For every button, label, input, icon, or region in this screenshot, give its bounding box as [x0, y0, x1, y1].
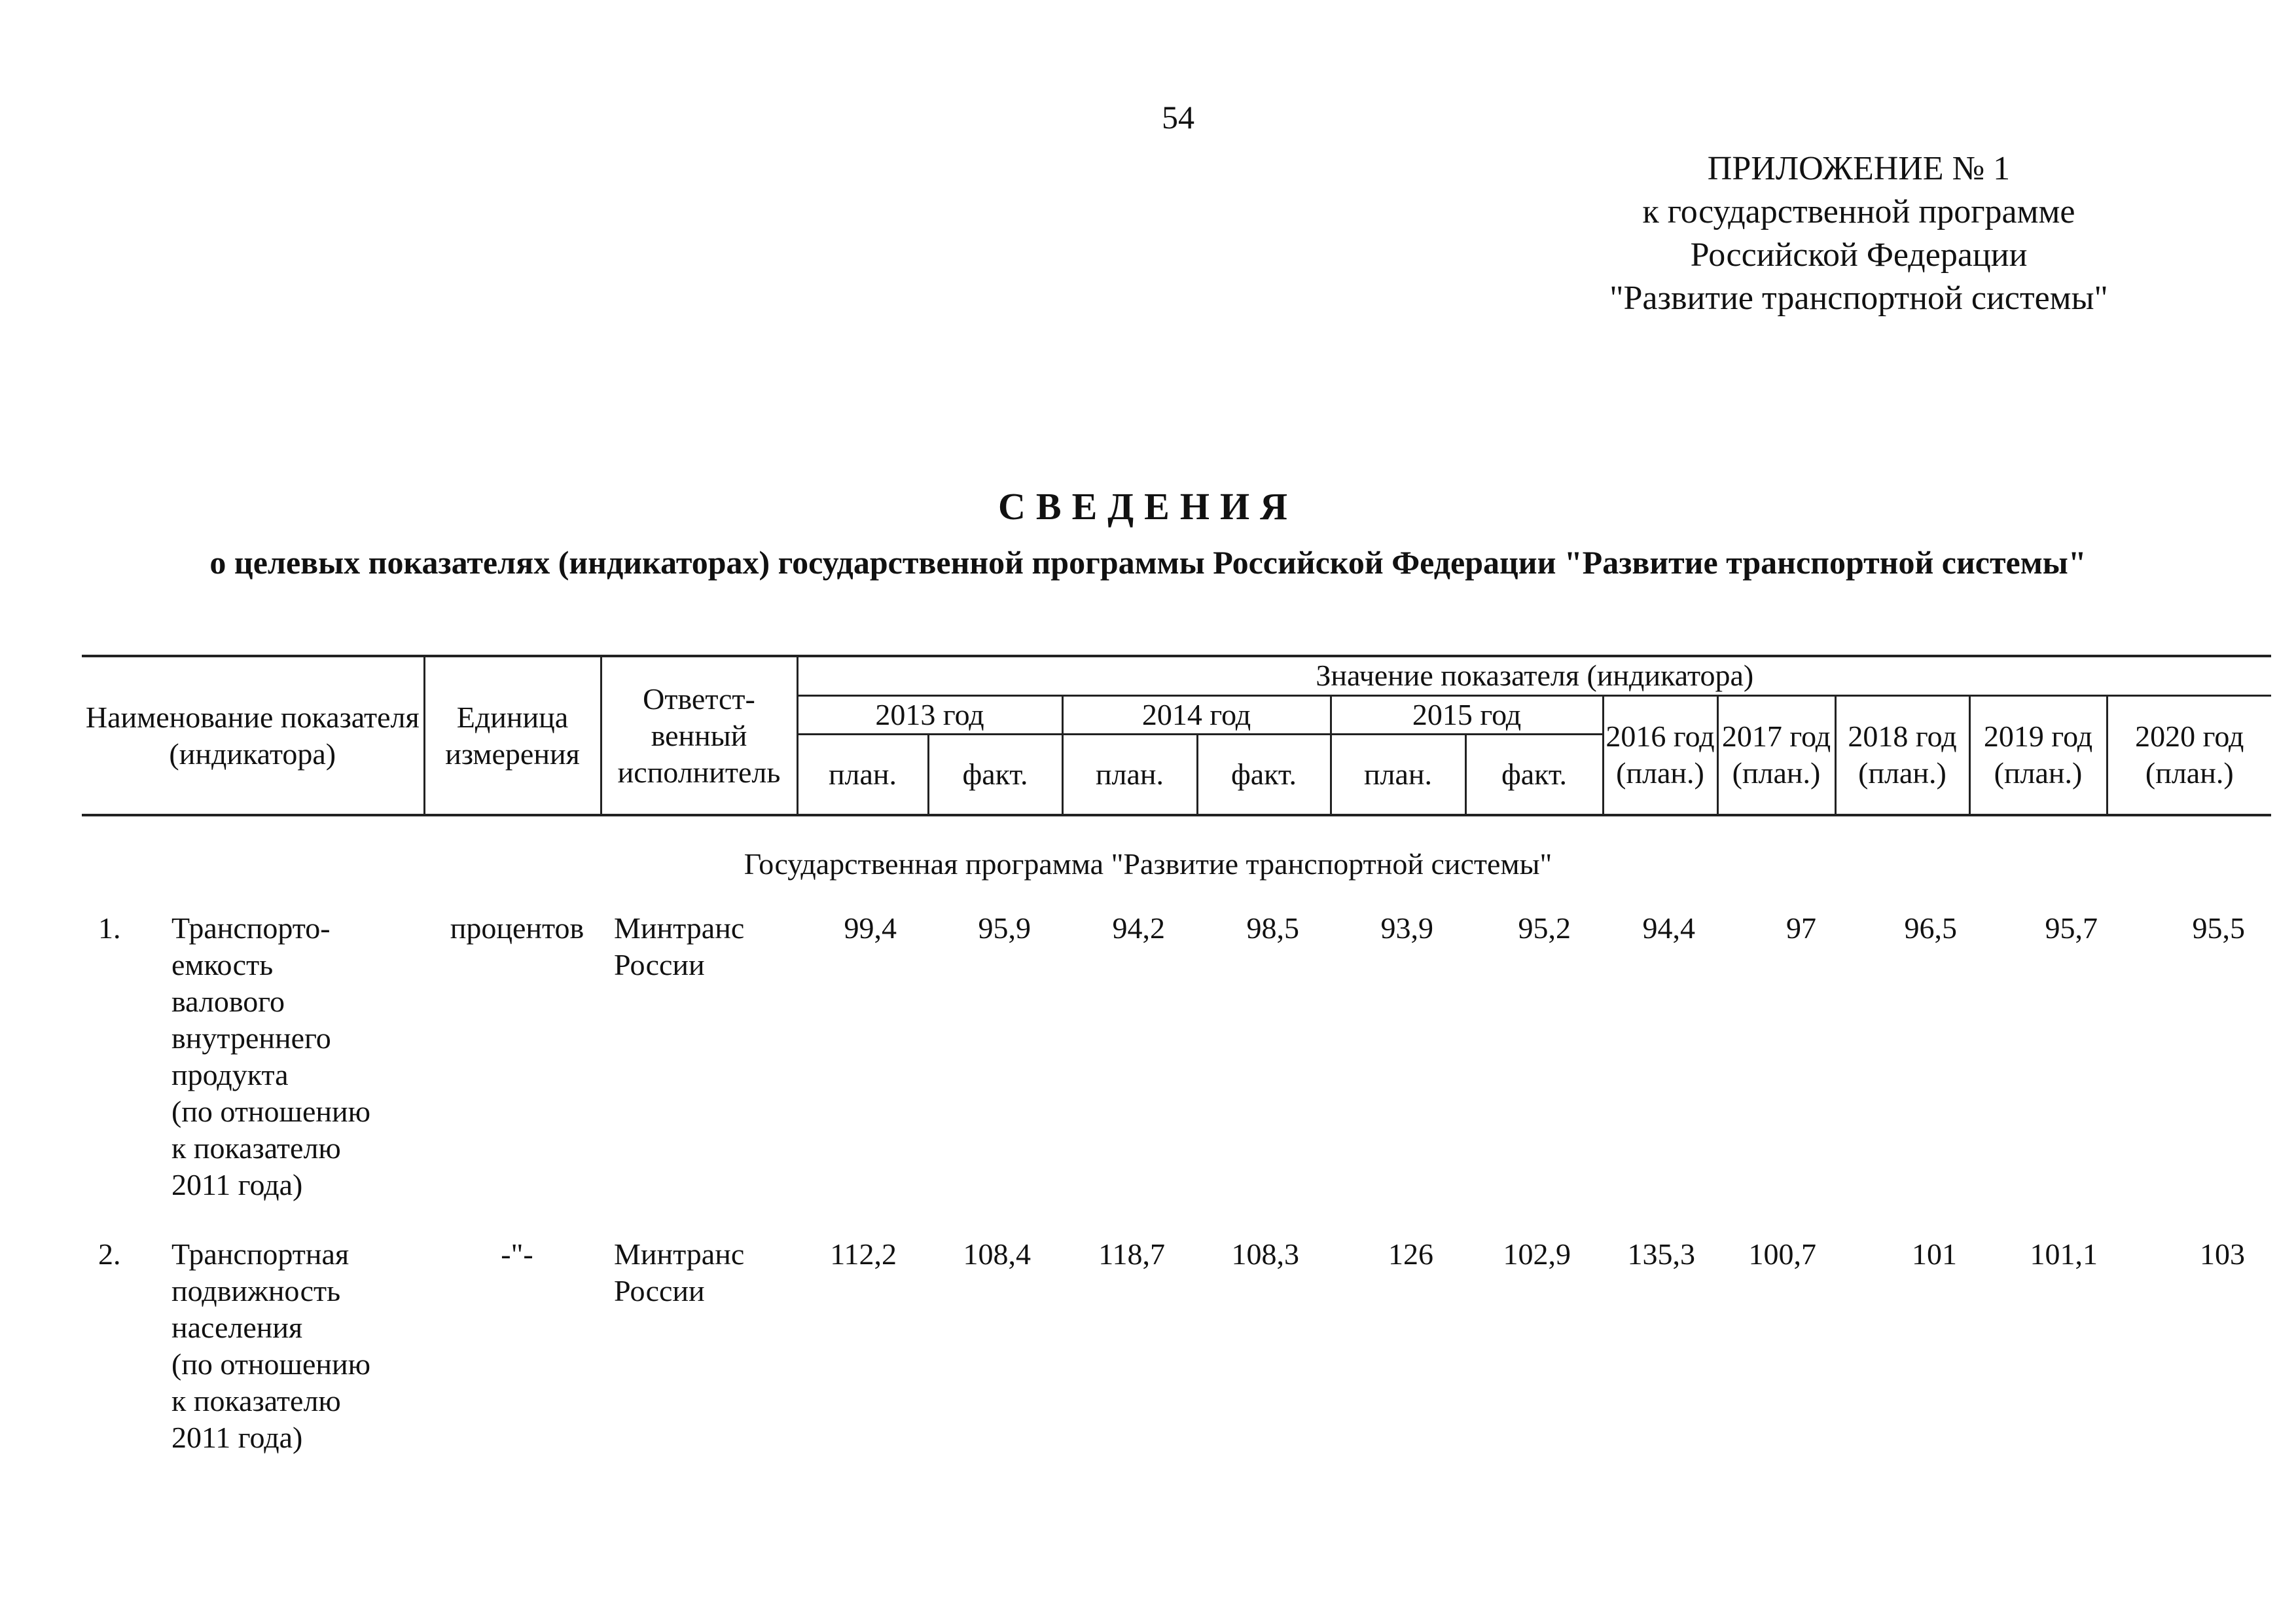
- row-value: 94,2: [1112, 911, 1165, 945]
- row-value: 95,5: [2192, 911, 2245, 945]
- row-value: 93,9: [1380, 911, 1433, 945]
- row-value: 118,7: [1098, 1237, 1165, 1271]
- row-number: 1.: [98, 911, 121, 945]
- appendix-line-1: ПРИЛОЖЕНИЕ № 1: [1707, 150, 2011, 187]
- row-value: 99,4: [844, 911, 897, 945]
- header-year-2019: 2019 год (план.): [1969, 695, 2107, 815]
- header-year-2014: 2014 год: [1062, 695, 1331, 734]
- appendix-block: [1505, 147, 2212, 320]
- header-year-2015: 2015 год: [1331, 695, 1603, 734]
- header-2014-fact: факт.: [1197, 734, 1331, 815]
- row-value: 94,4: [1642, 911, 1695, 945]
- row-value: 95,7: [2045, 911, 2098, 945]
- header-year-2016: 2016 год (план.): [1603, 695, 1717, 815]
- header-2015-fact: факт.: [1465, 734, 1603, 815]
- header-2015-plan: план.: [1331, 734, 1465, 815]
- section-title: Государственная программа "Развитие транспортной системы": [744, 847, 1552, 881]
- header-unit: Единица измерения: [424, 656, 601, 815]
- row-number: 2.: [98, 1237, 121, 1271]
- header-name: Наименование показателя (индикатора): [82, 656, 424, 815]
- row-unit: -"-: [501, 1237, 533, 1271]
- page-number: 54: [1162, 99, 1194, 136]
- row-indicator-name: Транспорто- емкость валового внутреннего продукта (по отношению к показателю 2011 года): [171, 911, 370, 1201]
- row-value: 102,9: [1503, 1237, 1571, 1271]
- row-value: 103: [2200, 1237, 2245, 1271]
- row-value: 108,4: [963, 1237, 1031, 1271]
- header-year-2017: 2017 год (план.): [1717, 695, 1835, 815]
- row-value: 126: [1388, 1237, 1433, 1271]
- appendix-line-3: Российской Федерации: [1690, 236, 2028, 274]
- header-values-group: Значение показателя (индикатора): [797, 656, 2271, 695]
- header-executor: Ответст-венный исполнитель: [601, 656, 797, 815]
- row-executor: Минтранс России: [614, 1237, 745, 1307]
- document-subtitle: о целевых показателях (индикаторах) государственной программы Российской Федерации "Развитие транспортной системы": [209, 544, 2087, 581]
- row-value: 95,9: [978, 911, 1031, 945]
- header-year-2018: 2018 год (план.): [1835, 695, 1969, 815]
- row-indicator-name: Транспортная подвижность населения (по отношению к показателю 2011 года): [171, 1237, 370, 1454]
- row-value: 101,1: [2030, 1237, 2098, 1271]
- row-value: 96,5: [1904, 911, 1957, 945]
- document-title: СВЕДЕНИЯ: [998, 485, 1298, 528]
- row-value: 135,3: [1627, 1237, 1695, 1271]
- appendix-line-4: "Развитие транспортной системы": [1609, 280, 2108, 317]
- header-2013-plan: план.: [797, 734, 928, 815]
- row-value: 95,2: [1518, 911, 1571, 945]
- row-executor: Минтранс России: [614, 911, 745, 981]
- header-year-2013: 2013 год: [797, 695, 1062, 734]
- row-unit: процентов: [450, 911, 584, 945]
- header-year-2020: 2020 год (план.): [2107, 695, 2271, 815]
- appendix-line-2: к государственной программе: [1642, 193, 2075, 230]
- row-value: 98,5: [1246, 911, 1299, 945]
- header-2013-fact: факт.: [928, 734, 1062, 815]
- row-value: 108,3: [1231, 1237, 1299, 1271]
- row-value: 97: [1786, 911, 1816, 945]
- header-2014-plan: план.: [1062, 734, 1197, 815]
- row-value: 101: [1912, 1237, 1957, 1271]
- row-value: 112,2: [830, 1237, 897, 1271]
- row-value: 100,7: [1748, 1237, 1816, 1271]
- indicators-table-header: [82, 655, 2271, 816]
